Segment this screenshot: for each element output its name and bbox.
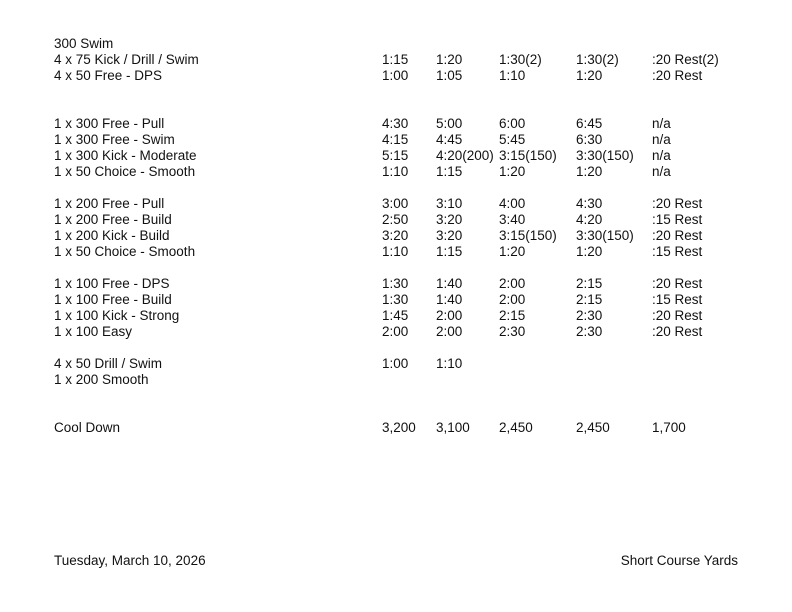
interval-group-3: 2:30	[499, 324, 526, 339]
interval-group-1: 4:15	[382, 132, 409, 147]
interval-group-2: 1:40	[436, 276, 463, 291]
interval-group-2: 2:00	[436, 324, 463, 339]
set-description: 300 Swim	[54, 36, 114, 51]
rest-note: :20 Rest	[652, 228, 703, 243]
interval-group-3: 2,450	[499, 420, 533, 435]
interval-group-4: 2:30	[576, 308, 603, 323]
interval-group-2: 1:40	[436, 292, 463, 307]
interval-group-3: 1:20	[499, 164, 526, 179]
workout-row	[54, 292, 754, 308]
interval-group-2: 1:05	[436, 68, 463, 83]
interval-group-3: 2:00	[499, 292, 526, 307]
interval-group-3: 1:20	[499, 244, 526, 259]
interval-group-2: 4:20(200)	[436, 148, 494, 163]
interval-group-4: 6:30	[576, 132, 603, 147]
set-description: 1 x 200 Kick - Build	[54, 228, 170, 243]
rest-note: :15 Rest	[652, 244, 703, 259]
interval-group-2: 3:20	[436, 228, 463, 243]
interval-group-1: 3:20	[382, 228, 409, 243]
interval-group-3: 3:15(150)	[499, 148, 557, 163]
interval-group-1: 1:30	[382, 292, 409, 307]
set-description: 1 x 50 Choice - Smooth	[54, 164, 196, 179]
interval-group-4: 1:20	[576, 244, 603, 259]
interval-group-2: 3:10	[436, 196, 463, 211]
workout-row	[54, 372, 754, 388]
footer-course-type: Short Course Yards	[620, 553, 738, 568]
rest-note: n/a	[652, 116, 671, 131]
interval-group-1: 5:15	[382, 148, 409, 163]
workout-row	[54, 324, 754, 340]
interval-group-1: 1:15	[382, 52, 409, 67]
workout-row	[54, 196, 754, 212]
workout-row	[54, 356, 754, 372]
set-description: 4 x 50 Drill / Swim	[54, 356, 163, 371]
interval-group-4: 3:30(150)	[576, 228, 634, 243]
interval-group-1: 3,200	[382, 420, 416, 435]
rest-note: n/a	[652, 164, 671, 179]
workout-row	[54, 228, 754, 244]
workout-row	[54, 164, 754, 180]
interval-group-4: 2:15	[576, 276, 603, 291]
workout-row	[54, 116, 754, 132]
rest-note: :20 Rest	[652, 308, 703, 323]
interval-group-3: 1:30(2)	[499, 52, 542, 67]
interval-group-4: 2:30	[576, 324, 603, 339]
interval-group-1: 1:10	[382, 164, 409, 179]
interval-group-2: 3,100	[436, 420, 470, 435]
workout-row	[54, 68, 754, 84]
set-description: 1 x 100 Free - DPS	[54, 276, 170, 291]
rest-note: :20 Rest	[652, 324, 703, 339]
interval-group-4: 2,450	[576, 420, 610, 435]
interval-group-4: 1:20	[576, 164, 603, 179]
rest-note: :15 Rest	[652, 292, 703, 307]
workout-row	[54, 276, 754, 292]
rest-note: :15 Rest	[652, 212, 703, 227]
interval-group-3: 2:00	[499, 276, 526, 291]
interval-group-4: 1:20	[576, 68, 603, 83]
rest-note: :20 Rest	[652, 68, 703, 83]
interval-group-2: 3:20	[436, 212, 463, 227]
interval-group-3: 3:15(150)	[499, 228, 557, 243]
set-description: 4 x 75 Kick / Drill / Swim	[54, 52, 199, 67]
set-description: 1 x 50 Choice - Smooth	[54, 244, 196, 259]
interval-group-4: 6:45	[576, 116, 603, 131]
workout-row	[54, 132, 754, 148]
interval-group-2: 4:45	[436, 132, 463, 147]
interval-group-3: 3:40	[499, 212, 526, 227]
workout-row	[54, 244, 754, 260]
interval-group-1: 4:30	[382, 116, 409, 131]
interval-group-2: 2:00	[436, 308, 463, 323]
set-description: 4 x 50 Free - DPS	[54, 68, 163, 83]
interval-group-4: 4:20	[576, 212, 603, 227]
interval-group-4: 4:30	[576, 196, 603, 211]
rest-note: 1,700	[652, 420, 686, 435]
rest-note: n/a	[652, 132, 671, 147]
interval-group-1: 1:00	[382, 356, 409, 371]
set-description: 1 x 100 Free - Build	[54, 292, 172, 307]
interval-group-2: 5:00	[436, 116, 463, 131]
rest-note: :20 Rest(2)	[652, 52, 719, 67]
set-description: 1 x 200 Free - Pull	[54, 196, 165, 211]
interval-group-3: 2:15	[499, 308, 526, 323]
interval-group-1: 1:00	[382, 68, 409, 83]
rest-note: :20 Rest	[652, 196, 703, 211]
set-description: 1 x 100 Kick - Strong	[54, 308, 180, 323]
interval-group-4: 2:15	[576, 292, 603, 307]
workout-row	[54, 308, 754, 324]
workout-row	[54, 148, 754, 164]
set-description: 1 x 200 Smooth	[54, 372, 149, 387]
interval-group-3: 4:00	[499, 196, 526, 211]
set-description: 1 x 300 Free - Pull	[54, 116, 165, 131]
interval-group-1: 1:30	[382, 276, 409, 291]
interval-group-2: 1:10	[436, 356, 463, 371]
interval-group-1: 1:10	[382, 244, 409, 259]
interval-group-1: 2:50	[382, 212, 409, 227]
set-description: Cool Down	[54, 420, 121, 435]
workout-row	[54, 36, 754, 52]
interval-group-1: 2:00	[382, 324, 409, 339]
interval-group-3: 5:45	[499, 132, 526, 147]
interval-group-4: 1:30(2)	[576, 52, 619, 67]
interval-group-3: 1:10	[499, 68, 526, 83]
interval-group-2: 1:15	[436, 164, 463, 179]
rest-note: n/a	[652, 148, 671, 163]
workout-row	[54, 420, 754, 436]
interval-group-2: 1:20	[436, 52, 463, 67]
workout-row	[54, 212, 754, 228]
interval-group-3: 6:00	[499, 116, 526, 131]
footer-date: Tuesday, March 10, 2026	[54, 553, 206, 568]
rest-note: :20 Rest	[652, 276, 703, 291]
set-description: 1 x 300 Kick - Moderate	[54, 148, 197, 163]
interval-group-4: 3:30(150)	[576, 148, 634, 163]
interval-group-1: 1:45	[382, 308, 409, 323]
workout-row	[54, 52, 754, 68]
set-description: 1 x 200 Free - Build	[54, 212, 172, 227]
interval-group-2: 1:15	[436, 244, 463, 259]
set-description: 1 x 300 Free - Swim	[54, 132, 175, 147]
set-description: 1 x 100 Easy	[54, 324, 133, 339]
interval-group-1: 3:00	[382, 196, 409, 211]
workout-sheet	[54, 36, 754, 436]
